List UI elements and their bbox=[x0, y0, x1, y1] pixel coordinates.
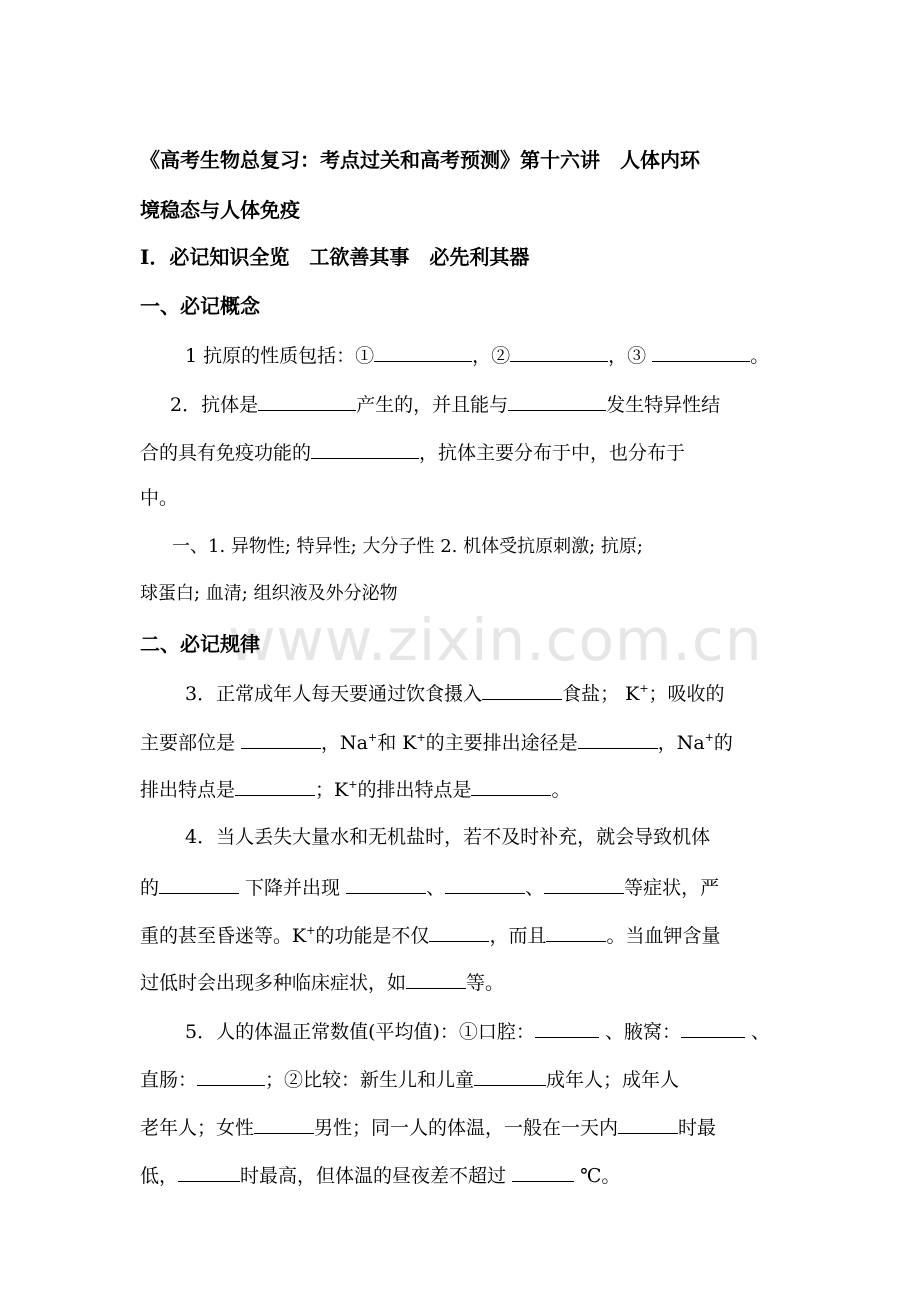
question-4-line-2: 的 下降并出现 、 、 等症状，严 bbox=[140, 874, 719, 900]
blank bbox=[258, 391, 356, 411]
question-4-line-3: 重的甚至昏迷等。K+的功能是不仅 ，而且 。当血钾含量 bbox=[140, 924, 721, 947]
blank bbox=[508, 391, 606, 411]
question-3-line-3: 排出特点是 ；K+的排出特点是 。 bbox=[140, 778, 571, 801]
question-2-line-3: 中。 bbox=[140, 487, 179, 509]
blank bbox=[178, 1162, 240, 1182]
document-title-line-1: 《高考生物总复习：考点过关和高考预测》第十六讲 人体内环 bbox=[140, 148, 700, 172]
blank bbox=[618, 1114, 678, 1134]
answer-key-line-2: 球蛋白; 血清; 组织液及外分泌物 bbox=[140, 583, 398, 604]
question-4-line-4: 过低时会出现多种临床症状，如 等。 bbox=[140, 969, 504, 995]
watermark: www.zixin.com.cn bbox=[228, 606, 763, 674]
question-5-line-3: 老年人；女性 男性；同一人的体温，一般在一天内 时最 bbox=[140, 1114, 716, 1140]
blank bbox=[346, 874, 426, 894]
question-2-line-1: 2．抗体是 产生的，并且能与 发生特异性结 bbox=[170, 391, 720, 417]
blank bbox=[578, 729, 658, 749]
blank bbox=[681, 1018, 745, 1038]
blank bbox=[474, 1066, 546, 1086]
blank bbox=[510, 342, 608, 362]
question-3-line-2: 主要部位是 ，Na+和 K+的主要排出途径是 ，Na+的 bbox=[140, 731, 733, 754]
answer-key-line-1: 一、1. 异物性; 特异性; 大分子性 2. 机体受抗原刺激; 抗原; bbox=[172, 536, 643, 557]
question-1: 1 抗原的性质包括：① ，② ，③ 。 bbox=[185, 342, 769, 368]
question-5-line-2: 直肠： ；②比较：新生儿和儿童 成年人；成年人 bbox=[140, 1066, 679, 1092]
question-5-line-1: 5．人的体温正常数值(平均值)：①口腔： 、腋窝： 、 bbox=[185, 1018, 770, 1044]
blank bbox=[544, 874, 624, 894]
blank bbox=[652, 342, 750, 362]
blank bbox=[406, 969, 466, 989]
blank bbox=[512, 1162, 574, 1182]
blank bbox=[159, 874, 239, 894]
document-title-line-2: 境稳态与人体免疫 bbox=[140, 198, 300, 222]
blank bbox=[445, 874, 525, 894]
question-5-line-4: 低， 时最高，但体温的昼夜差不超过 ℃。 bbox=[140, 1162, 620, 1188]
blank bbox=[429, 922, 489, 942]
blank bbox=[241, 729, 321, 749]
section-main-heading: I．必记知识全览 工欲善其事 必先利其器 bbox=[140, 245, 530, 269]
blank bbox=[254, 1114, 314, 1134]
blank bbox=[471, 776, 551, 796]
blank bbox=[546, 922, 606, 942]
blank bbox=[311, 439, 419, 459]
blank bbox=[235, 776, 315, 796]
section-rules-heading: 二、必记规律 bbox=[140, 632, 260, 656]
blank bbox=[374, 342, 472, 362]
question-3-line-1: 3．正常成年人每天要通过饮食摄入 食盐； K+；吸收的 bbox=[185, 682, 725, 705]
question-4-line-1: 4．当人丢失大量水和无机盐时，若不及时补充，就会导致机体 bbox=[185, 826, 711, 848]
blank bbox=[482, 680, 562, 700]
blank bbox=[197, 1066, 265, 1086]
section-concepts-heading: 一、必记概念 bbox=[140, 294, 260, 318]
blank bbox=[535, 1018, 599, 1038]
question-2-line-2: 合的具有免疫功能的 ，抗体主要分布于中，也分布于 bbox=[140, 439, 685, 465]
